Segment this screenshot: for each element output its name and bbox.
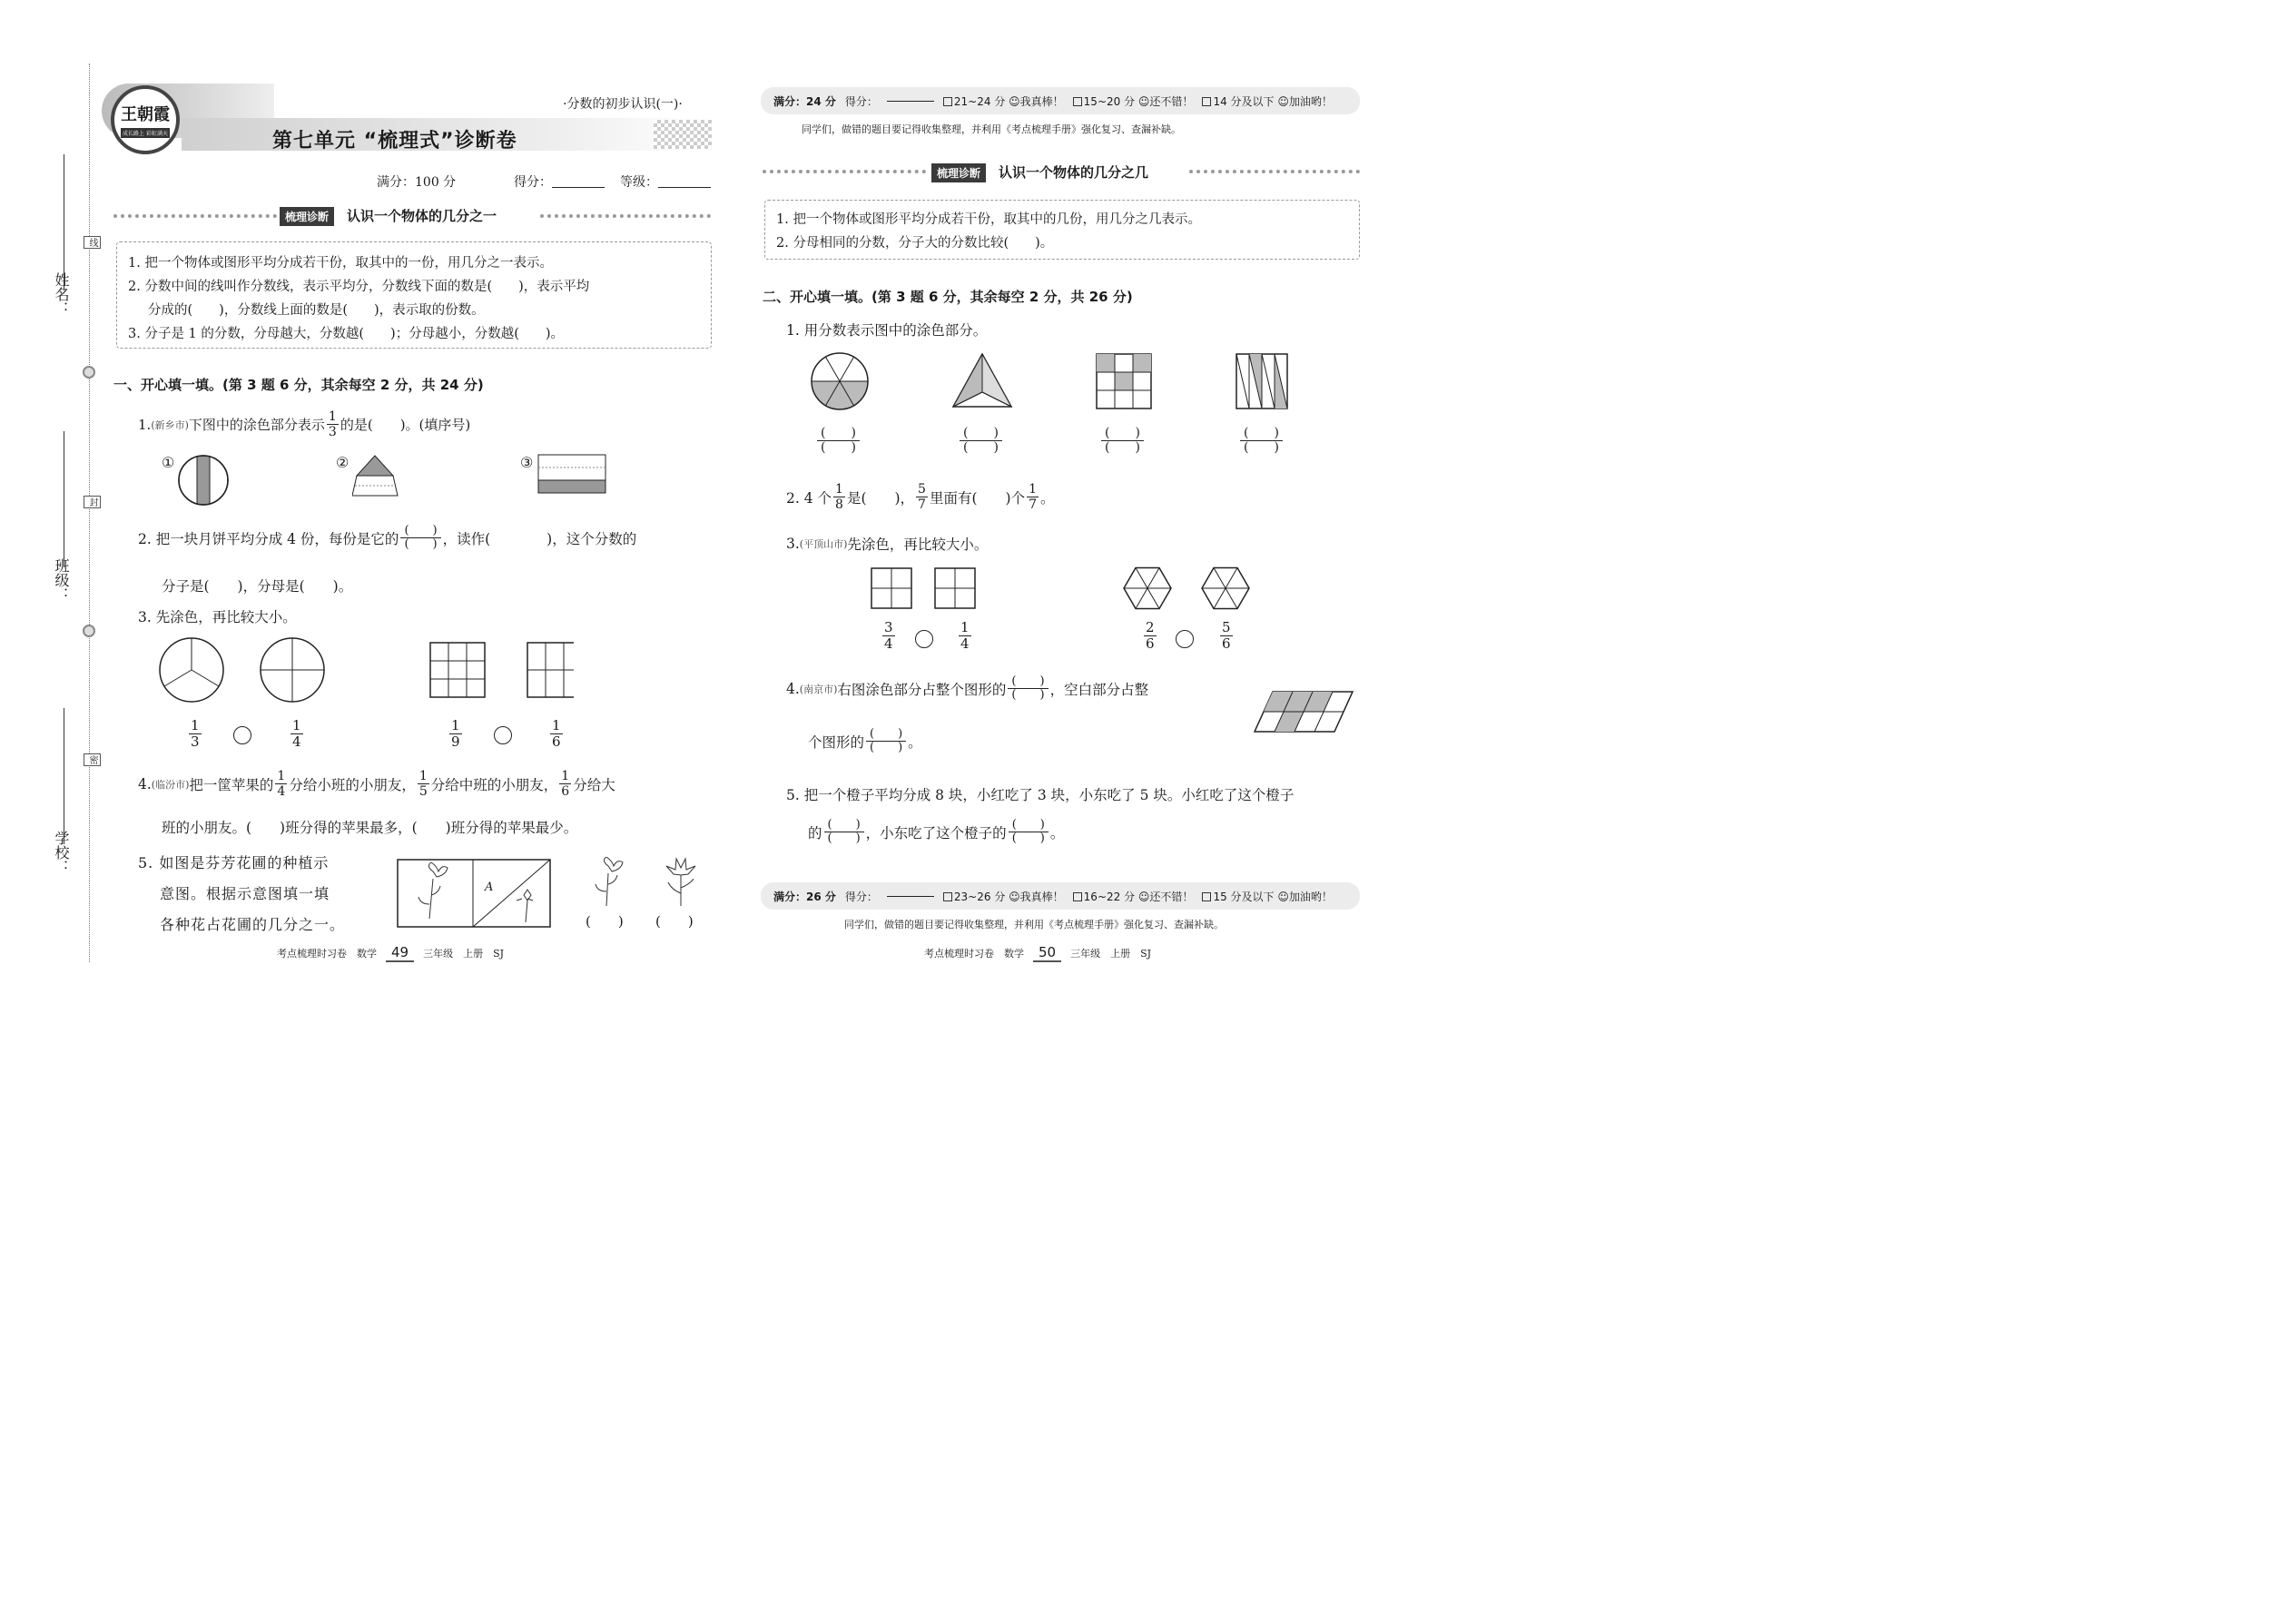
score-bar-bottom-field[interactable]	[887, 896, 934, 897]
checkbox-1[interactable]	[943, 97, 952, 106]
p2-question-5-b: 的 $\frac{( )}{( )}$ ，小东吃了这个橙子的 $\frac{( )}{( )}$ 。	[808, 818, 1065, 846]
q1-city: (新乡市)	[151, 418, 189, 431]
page-title: 第七单元 “梳理式”诊断卷	[272, 130, 517, 153]
p2-question-4: 4. (南京市) 右图涂色部分占整个图形的 $\frac{( )}{( )}$ ，空白部分占整	[786, 674, 1149, 703]
name-label: 姓名：	[53, 272, 70, 316]
section-divider-right-2	[1189, 170, 1360, 173]
q3-compare-circle-1[interactable]	[233, 726, 251, 744]
p2-q3-figures	[870, 565, 1251, 612]
q4-text-2: 班的小朋友。( )班分得的苹果最多，( )班分得的苹果最少。	[162, 820, 578, 836]
q3-frac-2: $\frac{1}{4}$	[292, 717, 301, 750]
p2-q3-frac-3: $\frac{2}{6}$	[1146, 619, 1155, 652]
review-box	[116, 241, 712, 349]
p2-question-1: 1. 用分数表示图中的涂色部分。	[786, 322, 988, 339]
cut-mark-3: 密	[84, 753, 101, 766]
binding-hole-2	[83, 625, 95, 637]
q1-option-1: ①	[162, 454, 175, 471]
q5-region-label: A	[485, 881, 494, 894]
q4-city: (临汾市)	[151, 778, 190, 791]
review2-line-2: 2. 分母相同的分数，分子大的分数比较( )。	[776, 236, 1054, 251]
q5-answer-lily[interactable]: ( )	[655, 913, 694, 930]
lily-icon	[659, 857, 703, 908]
q3-frac-4: $\frac{1}{6}$	[552, 717, 561, 750]
binding-line	[89, 64, 90, 962]
review-line-1: 1. 把一个物体或图形平均分成若干份，取其中的一份，用几分之一表示。	[128, 256, 553, 271]
question-3: 3. 先涂色，再比较大小。	[138, 609, 297, 625]
p2-q3-frac-2: $\frac{1}{4}$	[960, 619, 970, 652]
p2-q3-compare-circle-2[interactable]	[1176, 630, 1194, 648]
checkbox-3[interactable]	[1202, 97, 1211, 106]
logo-sub: 成长路上 彩虹满天	[121, 128, 170, 138]
q1-text: 下图中的涂色部分表示	[188, 417, 325, 433]
question-1	[138, 410, 470, 438]
review-line-3: 分成的( )，分数线上面的数是( )，表示取的份数。	[148, 303, 485, 318]
q2-text-2: ，读作( )，这个分数的	[442, 530, 637, 547]
q1-frac-num: 1	[328, 409, 337, 424]
logo	[111, 85, 180, 154]
part1-title: 一、开心填一填。(第 3 题 6 分，其余每空 2 分，共 24 分)	[113, 377, 484, 393]
p2-q1-answer-2[interactable]: ( ) ( )	[960, 427, 1002, 456]
note-top: 同学们，做错的题目要记得收集整理，并利用《考点梳理手册》强化复习、查漏补缺。	[802, 123, 1181, 135]
question-4: 4. (临汾市) 把一筐苹果的 $\frac{1}{4}$ 分给小班的小朋友， $\frac{1}{5}$ 分给中班的小朋友， $\frac{1}{6}$ 分给大	[138, 769, 615, 799]
score-bar-top: 满分：24 分 得分： 21~24 分 ☺我真棒！ 15~20 分 ☺还不错！ 14 分及以下 ☺加油哟！	[761, 87, 1360, 114]
q1-figure-1	[178, 454, 232, 508]
class-label: 班级：	[53, 558, 70, 602]
section-divider-left-2	[763, 170, 926, 173]
p2-q4-blank-2[interactable]: $\frac{( )}{( )}$	[866, 728, 906, 755]
binding-hole-1	[83, 366, 95, 379]
q3-compare-circle-2[interactable]	[494, 726, 512, 744]
score-bar-top-field[interactable]	[887, 101, 934, 102]
p2-question-3: 3. (平顶山市) 先涂色，再比较大小。	[786, 536, 989, 553]
review-line-4: 3. 分子是 1 的分数，分母越大，分数越( )；分母越小，分数越( )。	[128, 327, 565, 341]
p2-q3-compare-circle-1[interactable]	[915, 630, 933, 648]
grade-field[interactable]	[658, 187, 711, 188]
p2-q1-figures	[808, 350, 1298, 414]
p2-q1-answer-3[interactable]: ( ) ( )	[1101, 427, 1144, 456]
footer-left: 考点梳理时习卷 数学 49 三年级 上册 SJ	[277, 944, 505, 960]
checker-decor	[654, 120, 712, 149]
q2-text-3: 分子是( )，分母是( )。	[162, 578, 353, 595]
part2-title: 二、开心填一填。(第 3 题 6 分，其余每空 2 分，共 26 分)	[763, 289, 1133, 305]
p2-q4-city: (南京市)	[799, 683, 838, 695]
review2-line-1: 1. 把一个物体或图形平均分成若干份，取其中的几份，用几分之几表示。	[776, 212, 1201, 227]
q1-frac-den: 3	[328, 425, 337, 439]
q5-answer-rose[interactable]: ( )	[586, 913, 624, 930]
section-title-2: 认识一个物体的几分之几	[999, 164, 1149, 181]
review-box-2	[764, 200, 1360, 260]
p2-question-4-b: 个图形的 $\frac{( )}{( )}$ 。	[808, 727, 922, 755]
grade-label: 等级：	[620, 175, 658, 190]
checkbox-5[interactable]	[1073, 892, 1082, 901]
section-divider-left	[113, 214, 277, 218]
p2-q1-answer-4[interactable]: ( ) ( )	[1240, 427, 1283, 456]
section-title: 认识一个物体的几分之一	[347, 208, 497, 224]
q2-text: 2. 把一块月饼平均分成 4 份，每份是它的	[138, 530, 399, 547]
footer-right: 考点梳理时习卷 数学 50 三年级 上册 SJ	[924, 944, 1152, 960]
section-tag-2: 梳理诊断	[931, 163, 986, 182]
full-score: 满分：100 分	[377, 175, 457, 190]
q1-text-2: 的是( )。(填序号)	[340, 417, 471, 433]
school-label: 学校：	[53, 831, 70, 874]
q5-garden-diagram	[397, 859, 553, 930]
checkbox-2[interactable]	[1073, 97, 1082, 106]
section-divider-right	[540, 214, 711, 218]
p2-q3-city: (平顶山市)	[799, 538, 848, 550]
p2-q3-frac-4: $\frac{5}{6}$	[1222, 619, 1231, 652]
logo-text: 王朝霞	[121, 105, 170, 124]
p2-q4-blank-1[interactable]: $\frac{( )}{( )}$	[1008, 675, 1048, 703]
page-number-left: 49	[386, 944, 414, 962]
page-number-right: 50	[1033, 944, 1061, 962]
q3-frac-1: $\frac{1}{3}$	[191, 717, 200, 750]
question-2	[138, 525, 636, 552]
q1-option-2: ②	[336, 454, 350, 471]
q1-figure-3	[537, 454, 608, 495]
checkbox-4[interactable]	[943, 892, 952, 901]
q2-fraction-blank[interactable]: $\frac{( )}{( )}$	[400, 525, 440, 552]
p2-q3-frac-1: $\frac{3}{4}$	[884, 619, 893, 652]
q1-number: 1.	[138, 416, 152, 433]
score-bar-bottom: 满分：26 分 得分： 23~26 分 ☺我真棒！ 16~22 分 ☺还不错！ 15 分及以下 ☺加油哟！	[761, 882, 1360, 910]
p2-q5-blank-1[interactable]: $\frac{( )}{( )}$	[824, 819, 864, 846]
subtitle: ·分数的初步认识(一)·	[563, 97, 683, 112]
q1-option-3: ③	[520, 454, 534, 471]
q1-figure-2	[352, 454, 399, 499]
score-field[interactable]	[552, 187, 605, 188]
question-5: 5. 如图是芬芳花圃的种植示 意图。根据示意图填一填 各种花占花圃的几分之一。	[138, 854, 346, 933]
cut-mark-1: 线	[84, 236, 101, 249]
p2-q4-parallelogram	[1253, 690, 1354, 735]
p2-q1-answer-1[interactable]: ( ) ( )	[817, 427, 860, 456]
checkbox-6[interactable]	[1202, 892, 1211, 901]
p2-q5-blank-2[interactable]: $\frac{( )}{( )}$	[1009, 819, 1049, 846]
review-line-2: 2. 分数中间的线叫作分数线，表示平均分，分数线下面的数是( )，表示平均	[128, 280, 590, 294]
note-bottom: 同学们，做错的题目要记得收集整理，并利用《考点梳理手册》强化复习、查漏补缺。	[844, 919, 1224, 930]
section-tag: 梳理诊断	[280, 207, 334, 226]
rose-icon	[592, 857, 628, 908]
p2-question-5: 5. 把一个橙子平均分成 8 块，小红吃了 3 块，小东吃了 5 块。小红吃了这个橙子	[786, 787, 1295, 803]
cut-mark-2: 封	[84, 496, 101, 508]
p2-question-2: 2. 4 个 $\frac{1}{8}$ 是( )， $\frac{5}{7}$ 里面有( )个 $\frac{1}{7}$ 。	[786, 482, 1055, 512]
score-label: 得分：	[514, 175, 552, 190]
q3-figures	[156, 635, 574, 708]
q3-frac-3: $\frac{1}{9}$	[451, 717, 460, 750]
